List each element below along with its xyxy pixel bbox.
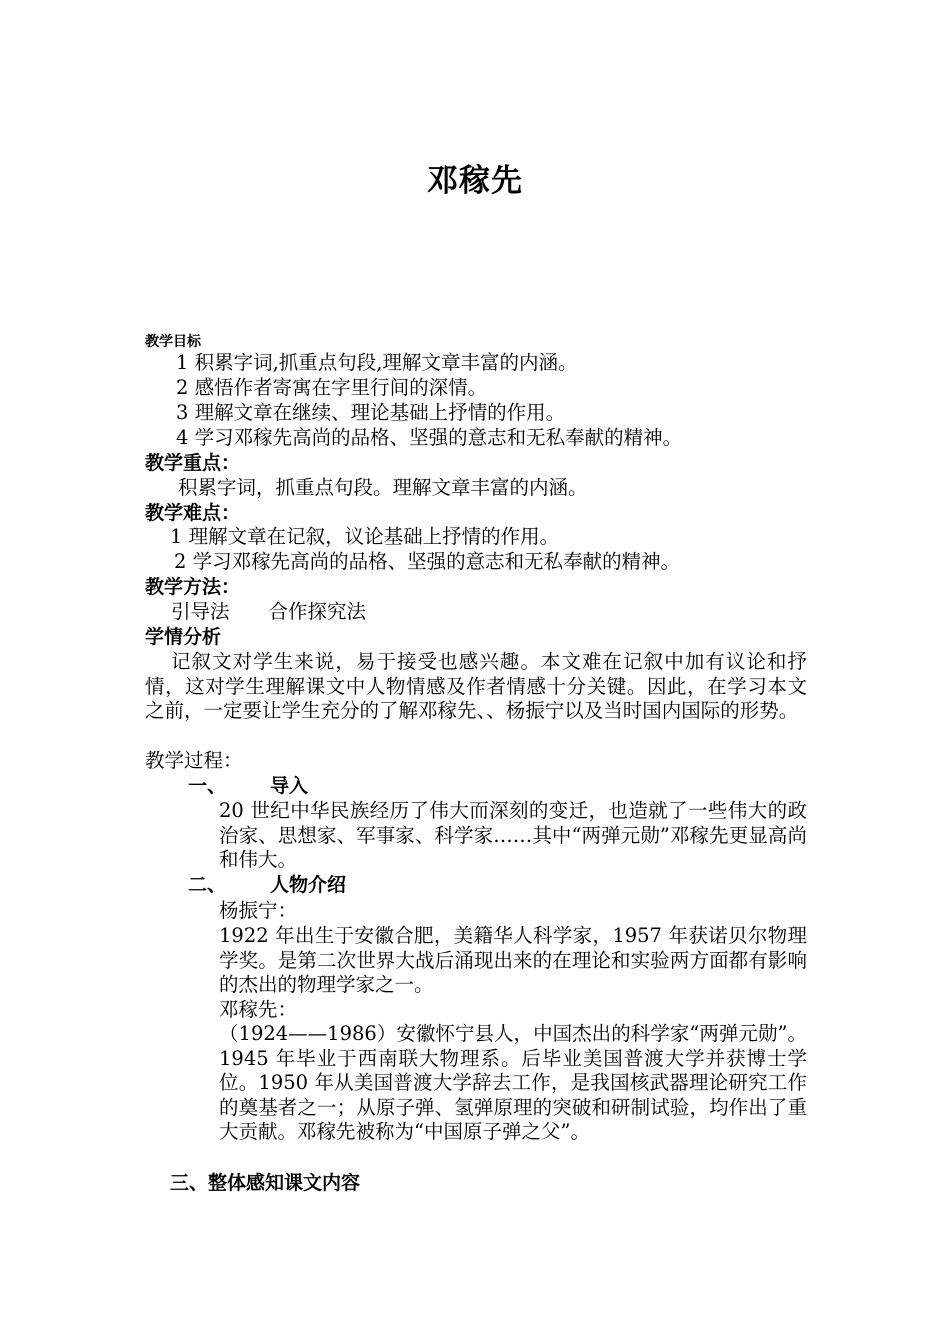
deng-text: （1924——1986）安徽怀宁县人，中国杰出的科学家“两弹元勋”。1945 年毕业于西南联大物理系。后毕业美国普渡大学并获博士学位。1950 年从美国普渡大学辞去工作，是我国核武器理论研究工作的奠基者之一；从原子弹、氢弹原理的突破和研制试验，均作出了重大贡献。邓稼先被称为“中国原子弹之父”。 bbox=[219, 1022, 807, 1143]
section-heading-overview bbox=[170, 1171, 360, 1195]
section-number: 二、 bbox=[188, 874, 227, 896]
difficulty-item: 1 理解文章在记叙，议论基础上抒情的作用。 bbox=[170, 525, 560, 548]
section-title: 整体感知课文内容 bbox=[208, 1172, 361, 1194]
intro-text: 20 世纪中华民族经历了伟大而深刻的变迁，也造就了一些伟大的政治家、思想家、军事家、科学家……其中“两弹元勋”邓稼先更显高尚和伟大。 bbox=[219, 799, 807, 871]
section-heading-intro bbox=[188, 774, 308, 798]
objective-item: 3 理解文章在继续、理论基础上抒情的作用。 bbox=[176, 401, 566, 424]
yang-text: 1922 年出生于安徽合肥，美籍华人科学家，1957 年获诺贝尔物理学奖。是第二次世界大战后涌现出来的在理论和实验两方面都有影响的杰出的物理学家之一。 bbox=[219, 924, 807, 996]
difficulty-item: 2 学习邓稼先高尚的品格、坚强的意志和无私奉献的精神。 bbox=[174, 550, 681, 573]
objectives-heading: 教学目标 bbox=[145, 334, 201, 350]
objective-item: 1 积累字词,抓重点句段,理解文章丰富的内涵。 bbox=[176, 351, 578, 374]
section-title: 人物介绍 bbox=[270, 874, 347, 896]
methods-text: 引导法 合作探究法 bbox=[171, 600, 367, 623]
objective-item: 4 学习邓稼先高尚的品格、坚强的意志和无私奉献的精神。 bbox=[176, 426, 683, 449]
section-number: 三、 bbox=[170, 1172, 209, 1194]
process-heading: 教学过程： bbox=[145, 749, 243, 772]
section-number: 一、 bbox=[188, 775, 227, 797]
analysis-text: 记叙文对学生来说，易于接受也感兴趣。本文难在记叙中加有议论和抒情，这对学生理解课文中人物情感及作者情感十分关键。因此，在学习本文之前，一定要让学生充分的了解邓稼先、、杨振宁以及当时国内国际的形势。 bbox=[145, 650, 807, 722]
key-points-text: 积累字词，抓重点句段。理解文章丰富的内涵。 bbox=[178, 476, 588, 499]
document-title: 邓稼先 bbox=[427, 163, 523, 199]
section-heading-people bbox=[188, 873, 346, 897]
difficulties-heading: 教学难点： bbox=[145, 502, 241, 524]
methods-heading: 教学方法： bbox=[145, 576, 241, 598]
deng-label: 邓稼先： bbox=[219, 998, 298, 1021]
section-title: 导入 bbox=[270, 775, 309, 797]
objective-item: 2 感悟作者寄寓在字里行间的深情。 bbox=[176, 376, 488, 399]
yang-label: 杨振宁： bbox=[219, 899, 298, 922]
key-points-heading: 教学重点： bbox=[145, 452, 241, 474]
analysis-heading: 学情分析 bbox=[145, 626, 222, 648]
